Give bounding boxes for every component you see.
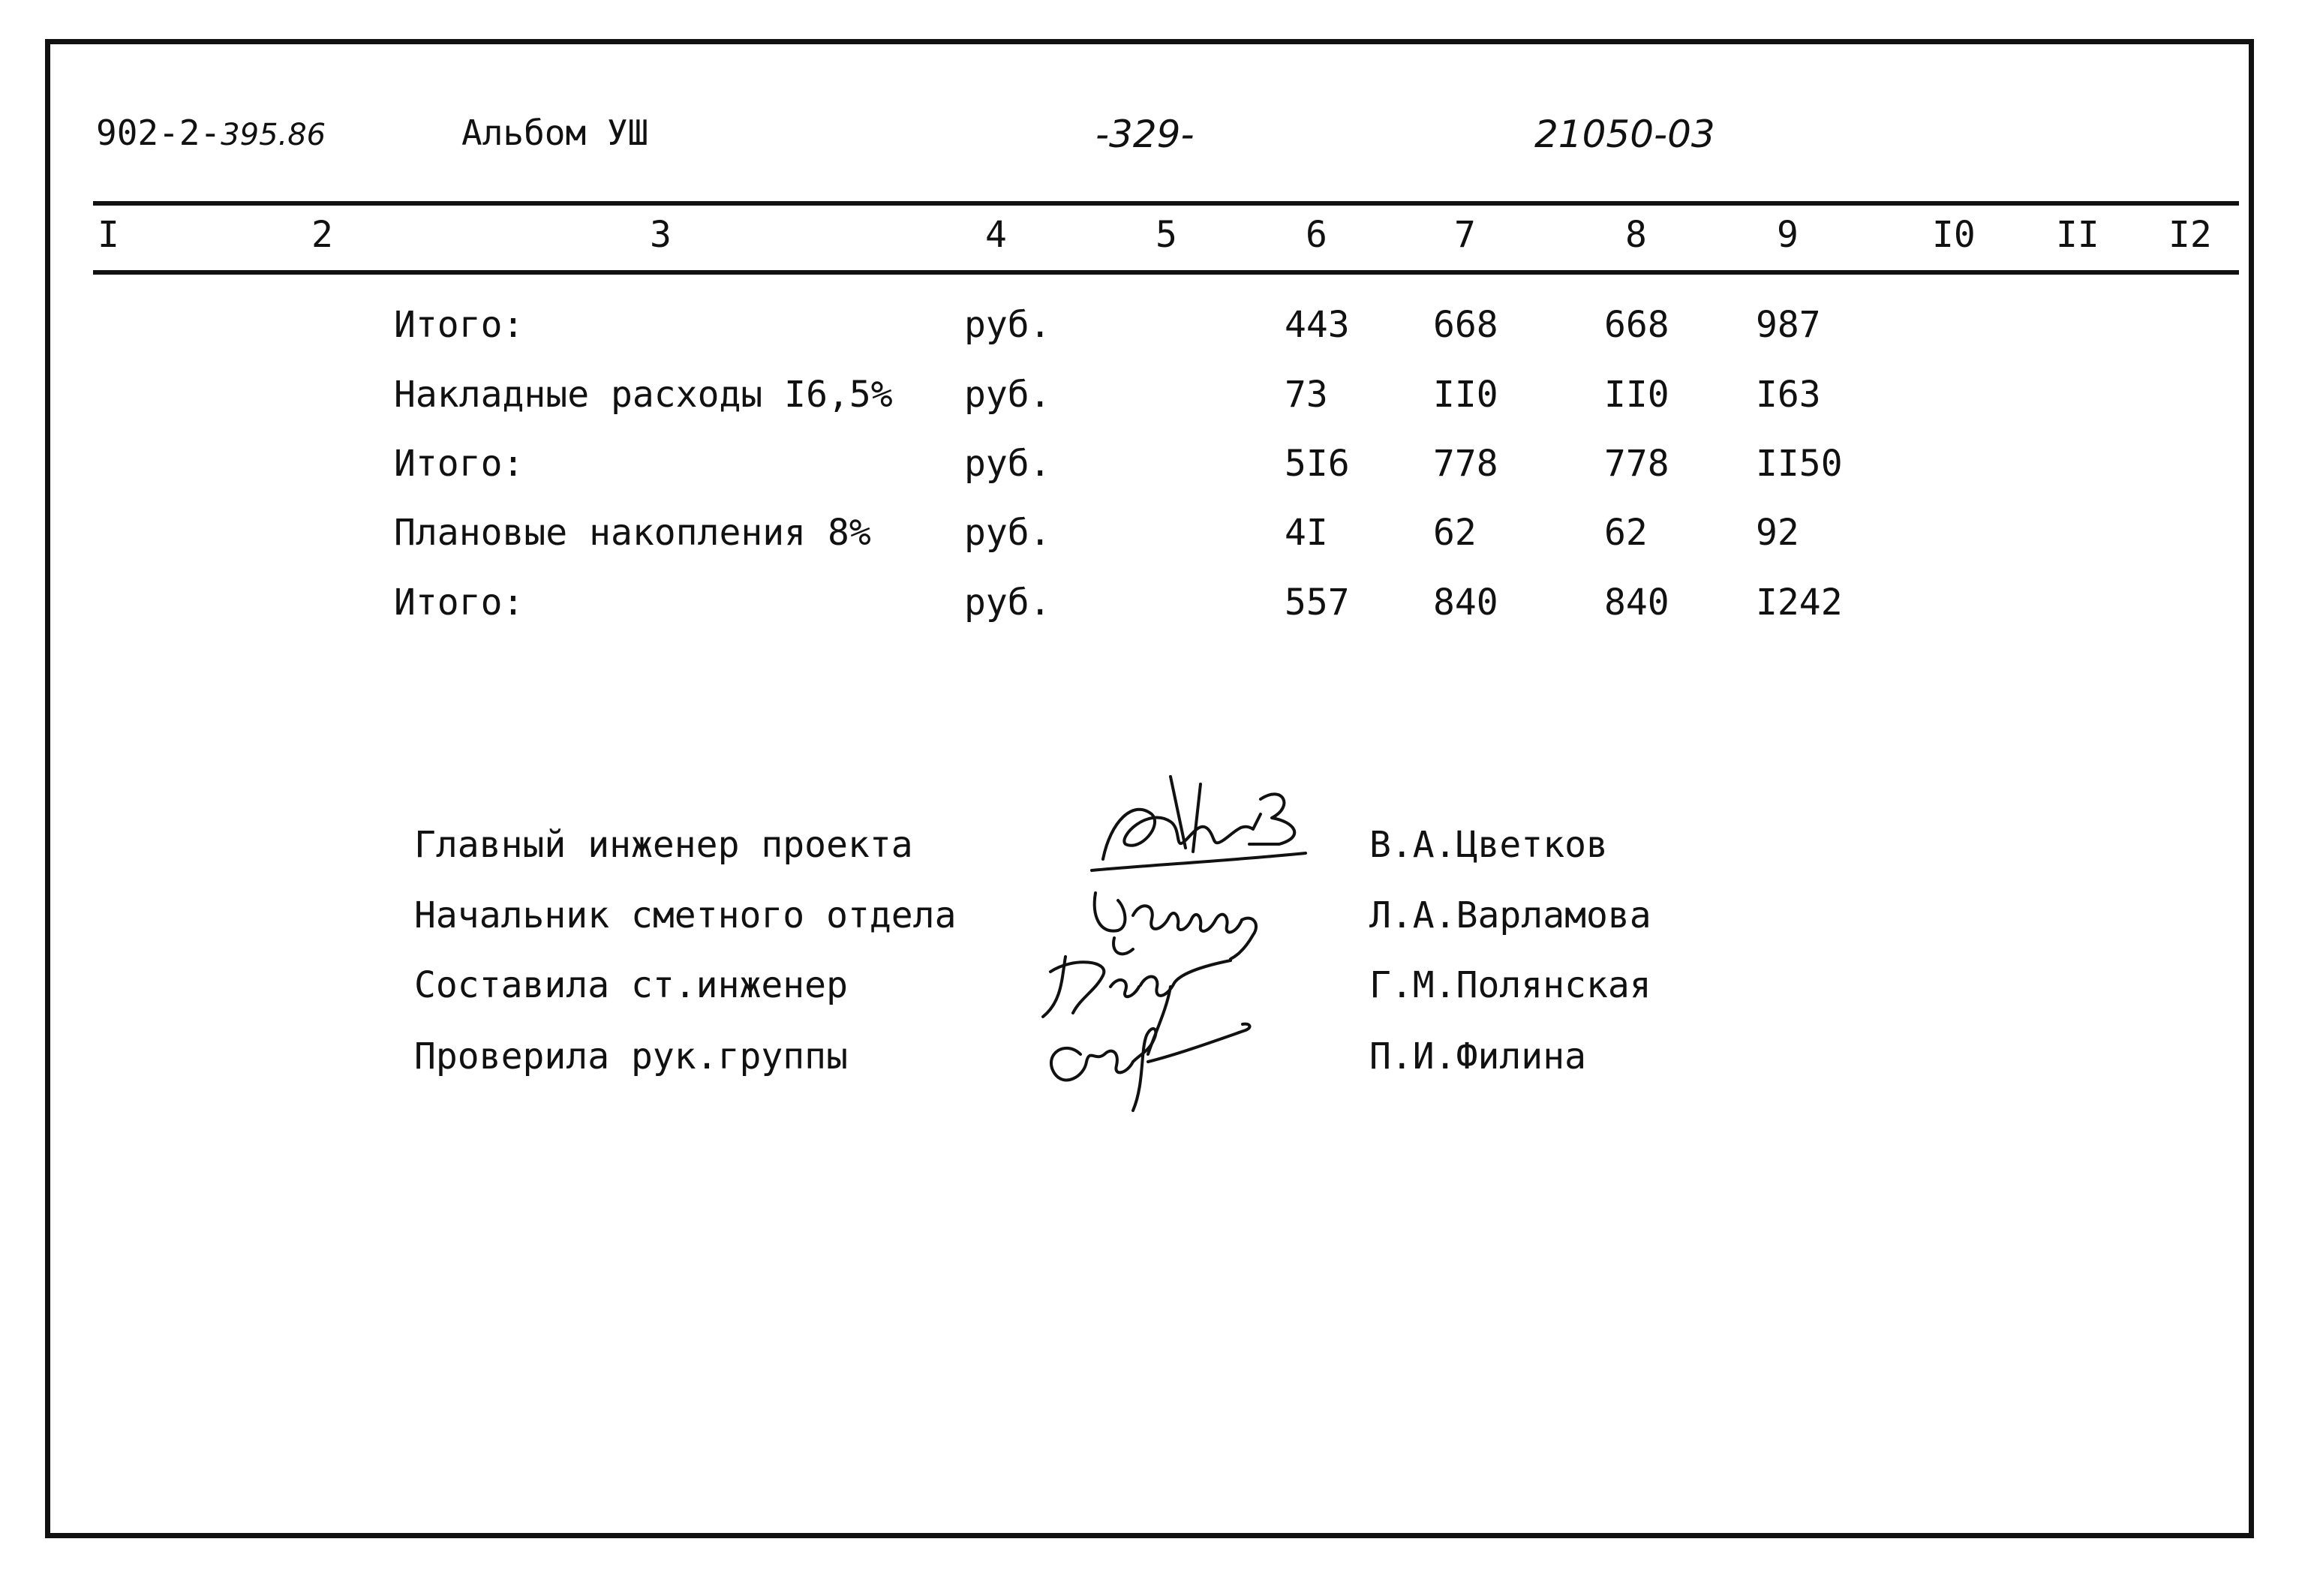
row-unit: руб.: [964, 304, 1051, 346]
signatory-role-3: Составила ст.инженер: [414, 964, 848, 1006]
row-name: Итого:: [394, 304, 524, 346]
doc-code-prefix: 902-2-: [96, 113, 221, 153]
row-name: Плановые накопления 8%: [394, 512, 871, 554]
row-col9: I242: [1756, 582, 1843, 624]
signatory-name-4: П.И.Филина: [1369, 1035, 1586, 1078]
signatory-role-1: Главный инженер проекта: [414, 824, 913, 866]
row-col7: 62: [1433, 512, 1477, 554]
row-name: Итого:: [394, 443, 524, 485]
page-number: -329-: [1095, 113, 1195, 156]
row-name: Накладные расходы I6,5%: [394, 374, 893, 416]
column-number-9: 9: [1777, 214, 1799, 256]
row-name: Итого:: [394, 582, 524, 624]
row-unit: руб.: [964, 512, 1051, 554]
signature-1: [1080, 769, 1328, 882]
row-unit: руб.: [964, 582, 1051, 624]
signatory-name-1: В.А.Цветков: [1369, 824, 1608, 866]
doc-code: [96, 113, 326, 153]
row-col7: 840: [1433, 582, 1498, 624]
header-rule-bottom: [93, 270, 2239, 275]
row-col8: 840: [1604, 582, 1669, 624]
row-col6: 73: [1285, 374, 1328, 416]
column-number-8: 8: [1625, 214, 1647, 256]
row-col7: 778: [1433, 443, 1498, 485]
column-number-1: I: [98, 214, 119, 256]
row-col8: 778: [1604, 443, 1669, 485]
row-col9: I63: [1756, 374, 1821, 416]
column-number-5: 5: [1156, 214, 1177, 256]
signature-3-4: [1020, 942, 1268, 1122]
row-col6: 4I: [1285, 512, 1328, 554]
row-col9: II50: [1756, 443, 1843, 485]
signatory-name-3: Г.М.Полянская: [1369, 964, 1651, 1006]
row-col9: 987: [1756, 304, 1821, 346]
column-number-4: 4: [985, 214, 1007, 256]
project-code: 21050-03: [1534, 113, 1715, 156]
row-col8: 62: [1604, 512, 1648, 554]
column-number-6: 6: [1306, 214, 1327, 256]
row-col8: II0: [1604, 374, 1669, 416]
column-number-7: 7: [1454, 214, 1476, 256]
column-number-10: I0: [1932, 214, 1976, 256]
row-col7: II0: [1433, 374, 1498, 416]
doc-code-handwritten: 395.86: [221, 118, 326, 152]
row-unit: руб.: [964, 374, 1051, 416]
signatory-role-2: Начальник сметного отдела: [414, 894, 957, 936]
column-number-12: I2: [2168, 214, 2212, 256]
header-rule-top: [93, 201, 2239, 206]
row-unit: руб.: [964, 443, 1051, 485]
row-col6: 557: [1285, 582, 1350, 624]
album-label: Альбом УШ: [461, 113, 649, 153]
column-number-2: 2: [311, 214, 333, 256]
row-col8: 668: [1604, 304, 1669, 346]
row-col6: 5I6: [1285, 443, 1350, 485]
column-number-11: II: [2056, 214, 2099, 256]
signatory-role-4: Проверила рук.группы: [414, 1035, 848, 1078]
signatory-name-2: Л.А.Варламова: [1369, 894, 1651, 936]
column-number-3: 3: [650, 214, 672, 256]
row-col7: 668: [1433, 304, 1498, 346]
row-col6: 443: [1285, 304, 1350, 346]
row-col9: 92: [1756, 512, 1799, 554]
